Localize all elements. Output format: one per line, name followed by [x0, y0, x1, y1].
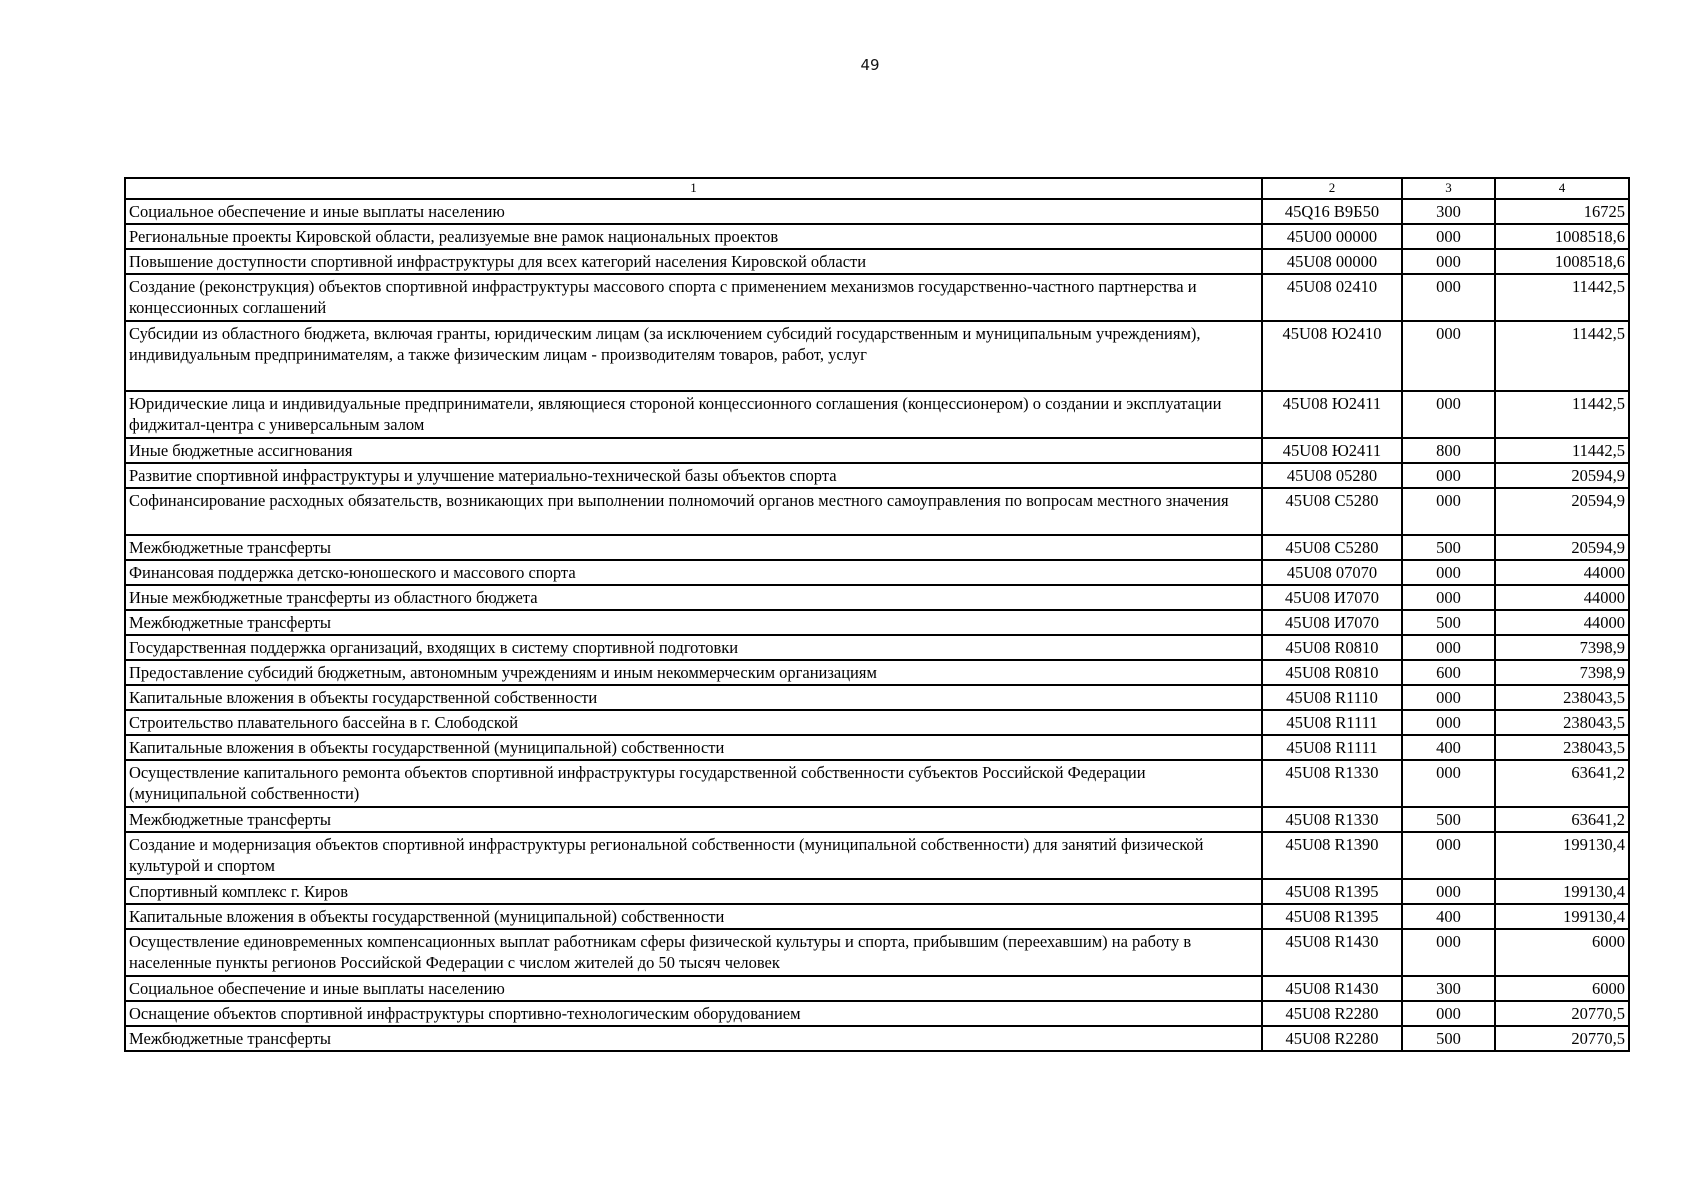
row-name: Региональные проекты Кировской области, реализуемые вне рамок национальных проектов — [125, 224, 1262, 249]
row-name: Осуществление капитального ремонта объектов спортивной инфраструктуры государственной собственности субъектов Российской Федерации (муниципальной собственности) — [125, 760, 1262, 807]
row-type: 500 — [1402, 807, 1495, 832]
row-name: Иные межбюджетные трансферты из областного бюджета — [125, 585, 1262, 610]
table-row — [125, 660, 1629, 685]
row-code: 45U08 R1395 — [1262, 904, 1402, 929]
row-code: 45U08 R0810 — [1262, 660, 1402, 685]
table-row — [125, 610, 1629, 635]
row-sum: 6000 — [1495, 976, 1629, 1001]
row-sum: 16725 — [1495, 199, 1629, 224]
column-header-name: 1 — [125, 178, 1262, 199]
row-name: Юридические лица и индивидуальные предприниматели, являющиеся стороной концессионного соглашения (концессионером) о создании и эксплуатации фиджитал-центра с универсальным залом — [125, 391, 1262, 438]
row-name: Государственная поддержка организаций, входящих в систему спортивной подготовки — [125, 635, 1262, 660]
row-name: Предоставление субсидий бюджетным, автономным учреждениям и иным некоммерческим организациям — [125, 660, 1262, 685]
row-type: 000 — [1402, 463, 1495, 488]
row-name: Строительство плавательного бассейна в г. Слободской — [125, 710, 1262, 735]
table-row — [125, 685, 1629, 710]
row-code: 45U08 R2280 — [1262, 1001, 1402, 1026]
row-code: 45U08 02410 — [1262, 274, 1402, 321]
row-code: 45U08 R1330 — [1262, 807, 1402, 832]
table-row — [125, 438, 1629, 463]
row-code: 45U08 R1430 — [1262, 929, 1402, 976]
table-row — [125, 1001, 1629, 1026]
row-sum: 20770,5 — [1495, 1026, 1629, 1051]
table-header-row — [125, 178, 1629, 199]
table-row — [125, 760, 1629, 807]
row-type: 500 — [1402, 610, 1495, 635]
row-name: Субсидии из областного бюджета, включая гранты, юридическим лицам (за исключением субсидий государственным и муниципальным учреждениям), индивидуальным предпринимателям, а также физическим лицам - производителям товаров, работ, услуг — [125, 321, 1262, 391]
row-code: 45U08 Ю2411 — [1262, 391, 1402, 438]
table-row — [125, 274, 1629, 321]
row-code: 45U08 R0810 — [1262, 635, 1402, 660]
row-type: 400 — [1402, 735, 1495, 760]
row-code: 45U08 R1430 — [1262, 976, 1402, 1001]
table-row — [125, 488, 1629, 535]
row-sum: 44000 — [1495, 610, 1629, 635]
row-code: 45Q16 В9Б50 — [1262, 199, 1402, 224]
row-sum: 11442,5 — [1495, 274, 1629, 321]
row-sum: 199130,4 — [1495, 832, 1629, 879]
row-name: Создание (реконструкция) объектов спортивной инфраструктуры массового спорта с применением механизмов государственно-частного партнерства и концессионных соглашений — [125, 274, 1262, 321]
row-type: 600 — [1402, 660, 1495, 685]
row-type: 000 — [1402, 879, 1495, 904]
table-row — [125, 832, 1629, 879]
row-type: 000 — [1402, 760, 1495, 807]
row-sum: 11442,5 — [1495, 391, 1629, 438]
row-name: Межбюджетные трансферты — [125, 535, 1262, 560]
row-name: Капитальные вложения в объекты государственной (муниципальной) собственности — [125, 735, 1262, 760]
row-type: 400 — [1402, 904, 1495, 929]
row-name: Межбюджетные трансферты — [125, 807, 1262, 832]
row-type: 000 — [1402, 224, 1495, 249]
row-code: 45U08 И7070 — [1262, 585, 1402, 610]
row-sum: 6000 — [1495, 929, 1629, 976]
row-code: 45U08 И7070 — [1262, 610, 1402, 635]
table-row — [125, 976, 1629, 1001]
row-sum: 44000 — [1495, 560, 1629, 585]
row-type: 000 — [1402, 321, 1495, 391]
table-row — [125, 224, 1629, 249]
row-type: 800 — [1402, 438, 1495, 463]
table-row — [125, 321, 1629, 391]
row-type: 300 — [1402, 199, 1495, 224]
row-name: Иные бюджетные ассигнования — [125, 438, 1262, 463]
row-code: 45U00 00000 — [1262, 224, 1402, 249]
row-code: 45U08 R1390 — [1262, 832, 1402, 879]
column-header-type: 3 — [1402, 178, 1495, 199]
row-type: 000 — [1402, 274, 1495, 321]
row-name: Повышение доступности спортивной инфраструктуры для всех категорий населения Кировской области — [125, 249, 1262, 274]
row-name: Капитальные вложения в объекты государственной (муниципальной) собственности — [125, 904, 1262, 929]
row-type: 000 — [1402, 832, 1495, 879]
row-name: Капитальные вложения в объекты государственной собственности — [125, 685, 1262, 710]
table-row — [125, 249, 1629, 274]
table-row — [125, 904, 1629, 929]
row-type: 300 — [1402, 976, 1495, 1001]
row-sum: 1008518,6 — [1495, 224, 1629, 249]
column-header-code: 2 — [1262, 178, 1402, 199]
row-name: Межбюджетные трансферты — [125, 1026, 1262, 1051]
row-name: Финансовая поддержка детско-юношеского и массового спорта — [125, 560, 1262, 585]
row-code: 45U08 R1110 — [1262, 685, 1402, 710]
row-sum: 1008518,6 — [1495, 249, 1629, 274]
row-sum: 20594,9 — [1495, 488, 1629, 535]
row-name: Осуществление единовременных компенсационных выплат работникам сферы физической культуры и спорта, прибывшим (переехавшим) на работу в населенные пункты регионов Российской Федерации с числом жителей до 50 тысяч человек — [125, 929, 1262, 976]
row-sum: 11442,5 — [1495, 438, 1629, 463]
table-row — [125, 535, 1629, 560]
table-row — [125, 807, 1629, 832]
row-type: 000 — [1402, 391, 1495, 438]
row-sum: 20594,9 — [1495, 535, 1629, 560]
row-sum: 63641,2 — [1495, 807, 1629, 832]
row-code: 45U08 07070 — [1262, 560, 1402, 585]
row-type: 000 — [1402, 585, 1495, 610]
row-code: 45U08 R1395 — [1262, 879, 1402, 904]
row-name: Социальное обеспечение и иные выплаты населению — [125, 976, 1262, 1001]
row-code: 45U08 Ю2411 — [1262, 438, 1402, 463]
row-sum: 238043,5 — [1495, 735, 1629, 760]
row-type: 000 — [1402, 685, 1495, 710]
table-row — [125, 391, 1629, 438]
row-name: Социальное обеспечение и иные выплаты населению — [125, 199, 1262, 224]
row-sum: 238043,5 — [1495, 685, 1629, 710]
row-name: Спортивный комплекс г. Киров — [125, 879, 1262, 904]
row-code: 45U08 С5280 — [1262, 535, 1402, 560]
row-sum: 7398,9 — [1495, 635, 1629, 660]
page-number: 49 — [860, 56, 880, 74]
row-type: 000 — [1402, 560, 1495, 585]
row-code: 45U08 00000 — [1262, 249, 1402, 274]
row-sum: 20770,5 — [1495, 1001, 1629, 1026]
row-type: 000 — [1402, 710, 1495, 735]
row-type: 500 — [1402, 1026, 1495, 1051]
table-row — [125, 585, 1629, 610]
row-code: 45U08 С5280 — [1262, 488, 1402, 535]
row-code: 45U08 05280 — [1262, 463, 1402, 488]
table-row — [125, 463, 1629, 488]
table-row — [125, 929, 1629, 976]
row-type: 000 — [1402, 1001, 1495, 1026]
row-name: Создание и модернизация объектов спортивной инфраструктуры региональной собственности (муниципальной собственности) для занятий физической культурой и спортом — [125, 832, 1262, 879]
row-name: Оснащение объектов спортивной инфраструктуры спортивно-технологическим оборудованием — [125, 1001, 1262, 1026]
row-code: 45U08 R2280 — [1262, 1026, 1402, 1051]
table-row — [125, 635, 1629, 660]
table-row — [125, 560, 1629, 585]
row-sum: 63641,2 — [1495, 760, 1629, 807]
row-code: 45U08 R1111 — [1262, 735, 1402, 760]
column-header-sum: 4 — [1495, 178, 1629, 199]
row-code: 45U08 Ю2410 — [1262, 321, 1402, 391]
row-type: 000 — [1402, 488, 1495, 535]
row-sum: 238043,5 — [1495, 710, 1629, 735]
row-sum: 7398,9 — [1495, 660, 1629, 685]
table-row — [125, 1026, 1629, 1051]
row-type: 000 — [1402, 249, 1495, 274]
row-code: 45U08 R1330 — [1262, 760, 1402, 807]
row-name: Развитие спортивной инфраструктуры и улучшение материально-технической базы объектов спорта — [125, 463, 1262, 488]
row-type: 000 — [1402, 635, 1495, 660]
table-row — [125, 735, 1629, 760]
row-sum: 199130,4 — [1495, 879, 1629, 904]
row-sum: 11442,5 — [1495, 321, 1629, 391]
table-row — [125, 879, 1629, 904]
row-name: Межбюджетные трансферты — [125, 610, 1262, 635]
row-sum: 199130,4 — [1495, 904, 1629, 929]
table-row — [125, 199, 1629, 224]
row-type: 000 — [1402, 929, 1495, 976]
row-sum: 20594,9 — [1495, 463, 1629, 488]
budget-table — [124, 177, 1630, 1052]
row-name: Софинансирование расходных обязательств, возникающих при выполнении полномочий органов местного самоуправления по вопросам местного значения — [125, 488, 1262, 535]
row-code: 45U08 R1111 — [1262, 710, 1402, 735]
table-row — [125, 710, 1629, 735]
row-sum: 44000 — [1495, 585, 1629, 610]
row-type: 500 — [1402, 535, 1495, 560]
